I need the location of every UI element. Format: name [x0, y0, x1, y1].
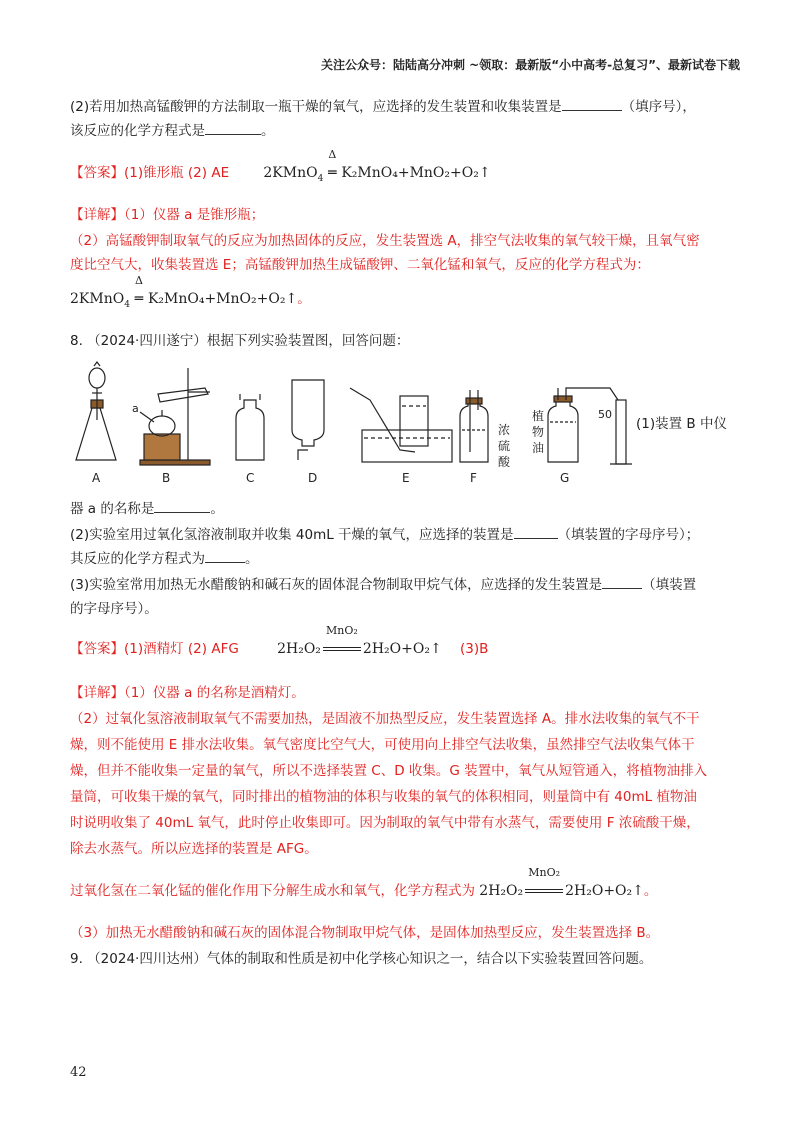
label-D: D [308, 471, 318, 485]
apparatus-c [236, 394, 264, 460]
label-B: B [162, 471, 171, 485]
q9-stem: 9. （2024·四川达州）气体的制取和性质是初中化学核心知识之一，结合以下实验装置回答问题。 [70, 951, 653, 967]
page-header: 关注公众号：陆陆高分冲刺 ~领取：最新版“小中高考-总复习”、最新试卷下载 [321, 58, 740, 72]
label-F: F [470, 471, 477, 485]
q8-answer: 【答案】(1)酒精灯 (2) AFG 2H₂O₂ MnO₂ 2H₂O+O₂↑ (3)B [70, 624, 489, 657]
q8-detail2d: 量筒，可收集干燥的氧气，同时排出的植物油的体积与收集的氧气的体积相同，则量筒中有 40mL 植物油 [70, 789, 697, 805]
q8-sub1-head: (1)装置 B 中仪 [636, 416, 727, 432]
apparatus-a [76, 362, 116, 460]
q8-detail2b: 燥，则不能使用 E 排水法收集。氧气密度比空气大，可使用向上排空气法收集，虽然排空气法收集气体干 [70, 737, 695, 753]
label-wu: 物 [532, 425, 545, 439]
label-suan: 酸 [498, 455, 511, 469]
label-liu: 硫 [498, 439, 511, 453]
answer-blank[interactable] [562, 96, 622, 111]
label-nong: 浓 [498, 423, 511, 437]
q8-stem: 8. （2024·四川遂宁）根据下列实验装置图，回答问题： [70, 333, 410, 349]
page-number: 42 [70, 1065, 87, 1080]
label-a: a [132, 402, 139, 415]
label-G: G [560, 471, 570, 485]
apparatus-g [548, 388, 632, 464]
answer-blank[interactable] [514, 524, 558, 539]
equation-kmno4: 2KMnO$_4$ Δ ═ K₂MnO₄+MnO₂+O₂↑ [263, 148, 491, 184]
q7-line2: 该反应的化学方程式是 。 [70, 120, 730, 142]
apparatus-figure [70, 360, 640, 490]
q7-answer: 【答案】(1)锥形瓶 (2) AE 2KMnO$_4$ Δ ═ K₂MnO₄+MnO₂+O₂↑ [70, 148, 491, 184]
label-E: E [402, 471, 410, 485]
label-C: C [246, 471, 255, 485]
q8-sub3a: (3)实验室常用加热无水醋酸钠和碱石灰的固体混合物制取甲烷气体，应选择的发生装置是 （填装置 [70, 574, 730, 596]
answer-blank[interactable] [602, 574, 642, 589]
apparatus-b [132, 368, 210, 465]
q8-detail2g: 过氧化氢在二氧化锰的催化作用下分解生成水和氧气，化学方程式为 2H₂O₂ MnO₂ 2H₂O+O₂↑。 [70, 866, 658, 899]
q8-detail2c: 燥，但并不能收集一定量的氧气，所以不选择装置 C、D 收集。G 装置中，氧气从短管通入，将植物油排入 [70, 763, 708, 779]
q8-sub3b: 的字母序号）。 [70, 601, 158, 617]
q8-detail3: （3）加热无水醋酸钠和碱石灰的固体混合物制取甲烷气体，是固体加热型反应，发生装置选择 B。 [70, 925, 660, 941]
apparatus-e [350, 388, 452, 462]
q8-sub2b: 其反应的化学方程式为 。 [70, 548, 730, 570]
q8-detail2e: 时说明收集了 40mL 氧气，此时停止收集即可。因为制取的氧气中带有水蒸气，需要使用 F 浓硫酸干燥， [70, 815, 700, 831]
q8-sub1: 器 a 的名称是 。 [70, 498, 730, 520]
q7-equation2: 2KMnO$_4$ Δ ═ K₂MnO₄+MnO₂+O₂↑。 [70, 274, 311, 310]
q7-detail1: 【详解】（1）仪器 a 是锥形瓶； [70, 207, 265, 223]
q8-detail2f: 除去水蒸气。所以应选择的装置是 AFG。 [70, 841, 318, 857]
q7-detail2b: 度比空气大，收集装置选 E；高锰酸钾加热生成锰酸钾、二氧化锰和氧气，反应的化学方程式为： [70, 257, 650, 273]
label-zhi: 植 [532, 409, 545, 423]
q8-detail2a: （2）过氧化氢溶液制取氧气不需要加热，是固液不加热型反应，发生装置选择 A。排水法收集的氧气不干 [70, 711, 700, 727]
equation-h2o2: 2H₂O₂ MnO₂ 2H₂O+O₂↑ [277, 624, 442, 657]
answer-blank[interactable] [205, 548, 245, 563]
q7-line1: (2)若用加热高锰酸钾的方法制取一瓶干燥的氧气，应选择的发生装置和收集装置是 （填序号）， [70, 96, 730, 118]
q7-detail2a: （2）高锰酸钾制取氧气的反应为加热固体的反应，发生装置选 A，排空气法收集的氧气较干燥，且氧气密 [70, 233, 700, 249]
label-you: 油 [532, 441, 545, 455]
apparatus-f [460, 390, 488, 462]
answer-blank[interactable] [154, 498, 210, 513]
q8-detail1: 【详解】（1）仪器 a 的名称是酒精灯。 [70, 685, 305, 701]
label-50: 50 [598, 408, 612, 421]
q8-sub2a: (2)实验室用过氧化氢溶液制取并收集 40mL 干燥的氧气，应选择的装置是 （填装置的字母序号）； [70, 524, 730, 546]
answer-blank[interactable] [205, 120, 261, 135]
label-A: A [92, 471, 101, 485]
apparatus-d [292, 380, 324, 460]
